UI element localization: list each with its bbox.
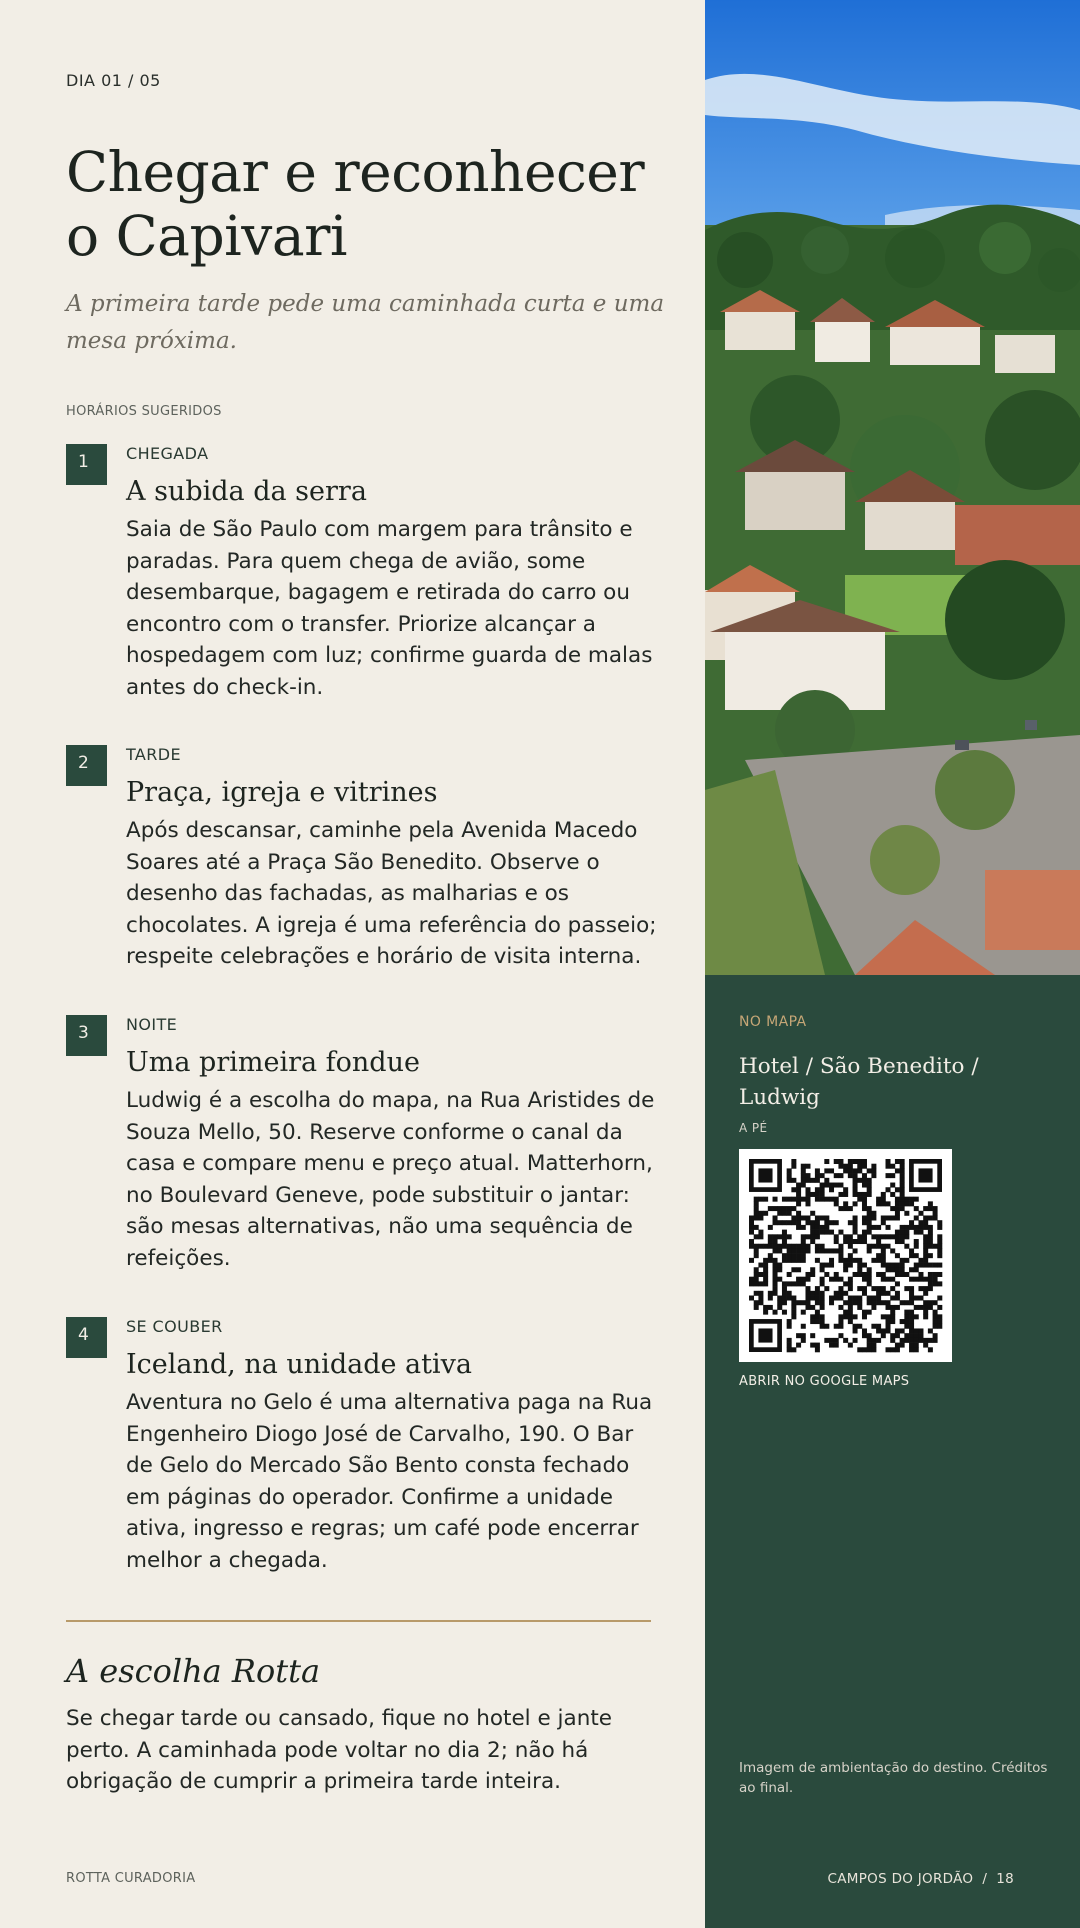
map-travel-mode: A PÉ <box>739 1121 768 1135</box>
step-kicker: SE COUBER <box>126 1317 223 1336</box>
schedule-label: HORÁRIOS SUGERIDOS <box>66 404 222 419</box>
footer-brand: ROTTA CURADORIA <box>66 1871 196 1886</box>
page-subtitle: A primeira tarde pede uma caminhada curta e uma mesa próxima. <box>66 291 665 354</box>
step-kicker: TARDE <box>126 745 182 764</box>
step-kicker: NOITE <box>126 1015 178 1034</box>
step-text: Saia de São Paulo com margem para trânsito e paradas. Para quem chega de avião, some desembarque, bagagem e retirada do carro ou encontro com o transfer. Priorize alcançar a hospedagem com luz; confirme guarda de malas antes do check-in. <box>126 517 653 700</box>
step-number-badge: 4 <box>66 1317 107 1358</box>
step-title: Iceland, na unidade ativa <box>126 1349 472 1380</box>
step-title: Uma primeira fondue <box>126 1047 420 1078</box>
image-credit: Imagem de ambientação do destino. Créditos ao final. <box>739 1760 1048 1796</box>
page-number: 18 <box>996 1871 1014 1887</box>
step-text: Após descansar, caminhe pela Avenida Macedo Soares até a Praça São Benedito. Observe o desenho das fachadas, as malharias e os chocolates. A igreja é uma referência do passeio; respeite celebrações e horário de visita interna. <box>126 818 657 969</box>
step-number-badge: 3 <box>66 1015 107 1056</box>
day-counter: DIA 01 / 05 <box>66 71 161 90</box>
footer-location <box>828 1871 1014 1887</box>
step-title: A subida da serra <box>126 476 367 507</box>
step-kicker: CHEGADA <box>126 444 209 463</box>
page-title: Chegar e reconhecer o Capivari <box>66 140 645 268</box>
step-number-badge: 2 <box>66 745 107 786</box>
step-text: Aventura no Gelo é uma alternativa paga na Rua Engenheiro Diogo José de Carvalho, 190. O Bar de Gelo do Mercado São Bento consta fechado em páginas do operador. Confirme a unidade ativa, ingresso e regras; um café pode encerrar melhor a chegada. <box>126 1390 653 1573</box>
sidebar-panel <box>705 0 1080 1928</box>
step-number-badge: 1 <box>66 444 107 485</box>
step-text: Ludwig é a escolha do mapa, na Rua Aristides de Souza Mello, 50. Reserve conforme o canal da casa e compare menu e preço atual. Matterhorn, no Boulevard Geneve, pode substituir o jantar: são mesas alternativas, não uma sequência de refeições. <box>126 1088 655 1271</box>
open-google-maps-link[interactable]: ABRIR NO GOOGLE MAPS <box>739 1374 910 1389</box>
footer-place: CAMPOS DO JORDÃO <box>827 1871 974 1887</box>
destination-photo <box>705 0 1080 975</box>
step-title: Praça, igreja e vitrines <box>126 777 438 808</box>
map-qr-code[interactable] <box>739 1149 952 1362</box>
footer-separator: / <box>982 1871 988 1887</box>
map-route-title: Hotel / São Benedito / Ludwig <box>739 1054 979 1110</box>
map-label: NO MAPA <box>739 1014 807 1030</box>
choice-text: Se chegar tarde ou cansado, fique no hotel e jante perto. A caminhada pode voltar no dia 2; não há obrigação de cumprir a primeira tarde inteira. <box>66 1706 612 1794</box>
choice-title: A escolha Rotta <box>66 1652 321 1690</box>
section-divider <box>66 1620 651 1622</box>
